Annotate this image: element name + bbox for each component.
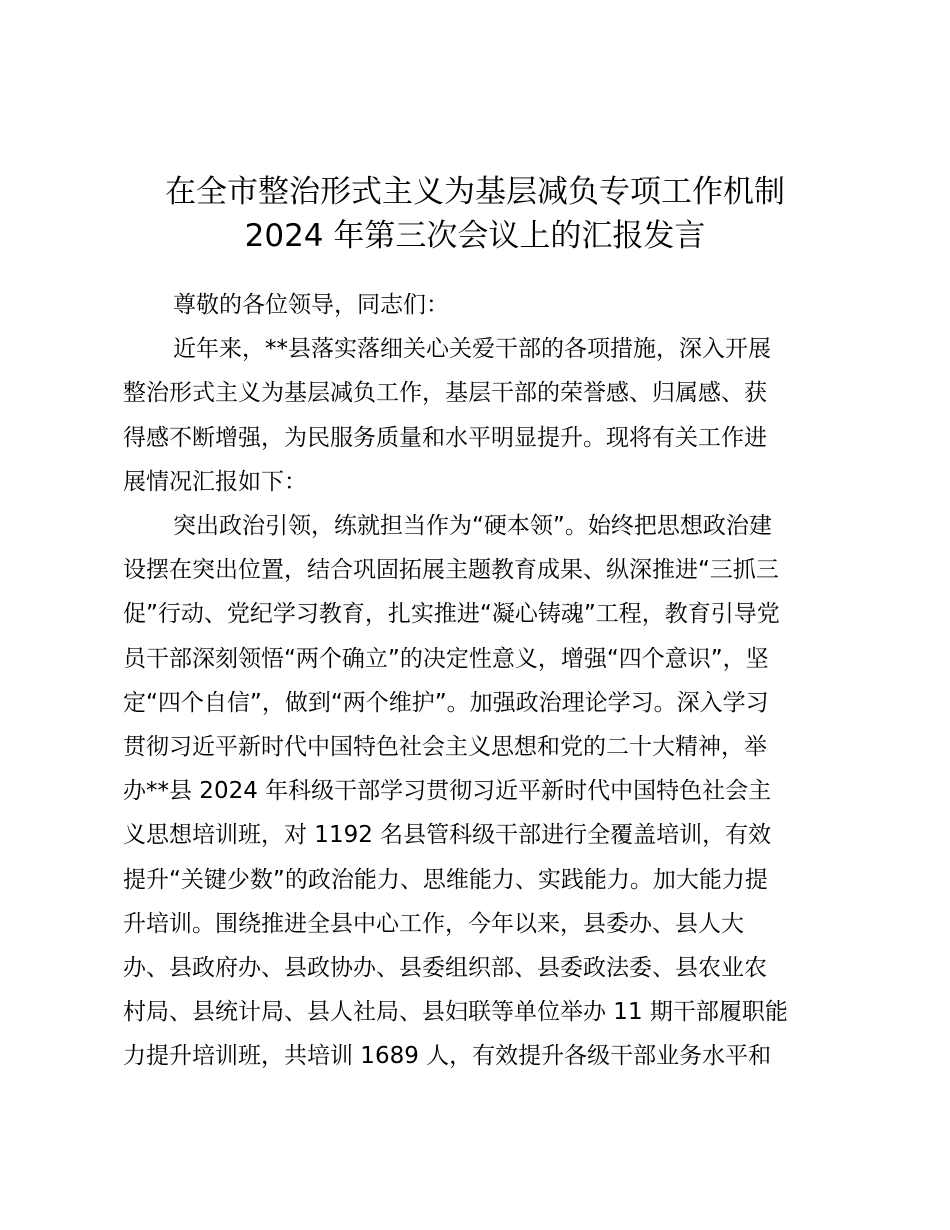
- paragraph-1-line: 展情况汇报如下：: [123, 468, 307, 495]
- document-body: [123, 283, 839, 1079]
- document-title: [110, 170, 840, 258]
- paragraph-2-line: 定“四个自信”，做到“两个维护”。加强政治理论学习。深入学习: [123, 689, 769, 716]
- paragraph-2-line: 村局、县统计局、县人社局、县妇联等单位举办 11 期干部履职能: [123, 999, 788, 1026]
- title-line-1: 在全市整治形式主义为基层减负专项工作机制: [165, 174, 785, 210]
- paragraph-2-line: 突出政治引领，练就担当作为“硬本领”。始终把思想政治建: [173, 513, 772, 540]
- paragraph-2-line: 设摆在突出位置，结合巩固拓展主题教育成果、纵深推进“三抓三: [123, 557, 779, 584]
- salutation: 尊敬的各位领导，同志们：: [173, 292, 449, 318]
- paragraph-1-line: 近年来，**县落实落细关心关爱干部的各项措施，深入开展: [173, 336, 771, 363]
- paragraph-2-line: 贯彻习近平新时代中国特色社会主义思想和党的二十大精神，举: [123, 734, 767, 761]
- paragraph-2-line: 员干部深刻领悟“两个确立”的决定性意义，增强“四个意识”，坚: [123, 645, 769, 672]
- paragraph-2-line: 提升“关键少数”的政治能力、思维能力、实践能力。加大能力提: [123, 866, 768, 893]
- paragraph-2-line: 升培训。围绕推进全县中心工作，今年以来，县委办、县人大: [123, 910, 744, 937]
- paragraph-2-line: 促”行动、党纪学习教育，扎实推进“凝心铸魂”工程，教育引导党: [123, 601, 780, 628]
- title-line-2: 2024 年第三次会议上的汇报发言: [244, 218, 706, 254]
- paragraph-2-line: 办、县政府办、县政协办、县委组织部、县委政法委、县农业农: [123, 955, 767, 982]
- paragraph-2-line: 义思想培训班，对 1192 名县管科级干部进行全覆盖培训，有效: [123, 822, 772, 849]
- paragraph-2-line: 办**县 2024 年科级干部学习贯彻习近平新时代中国特色社会主: [123, 778, 772, 805]
- paragraph-1-line: 整治形式主义为基层减负工作，基层干部的荣誉感、归属感、获: [123, 380, 767, 407]
- paragraph-1-line: 得感不断增强，为民服务质量和水平明显提升。现将有关工作进: [123, 424, 767, 451]
- paragraph-2-line: 力提升培训班，共培训 1689 人，有效提升各级干部业务水平和: [123, 1043, 772, 1070]
